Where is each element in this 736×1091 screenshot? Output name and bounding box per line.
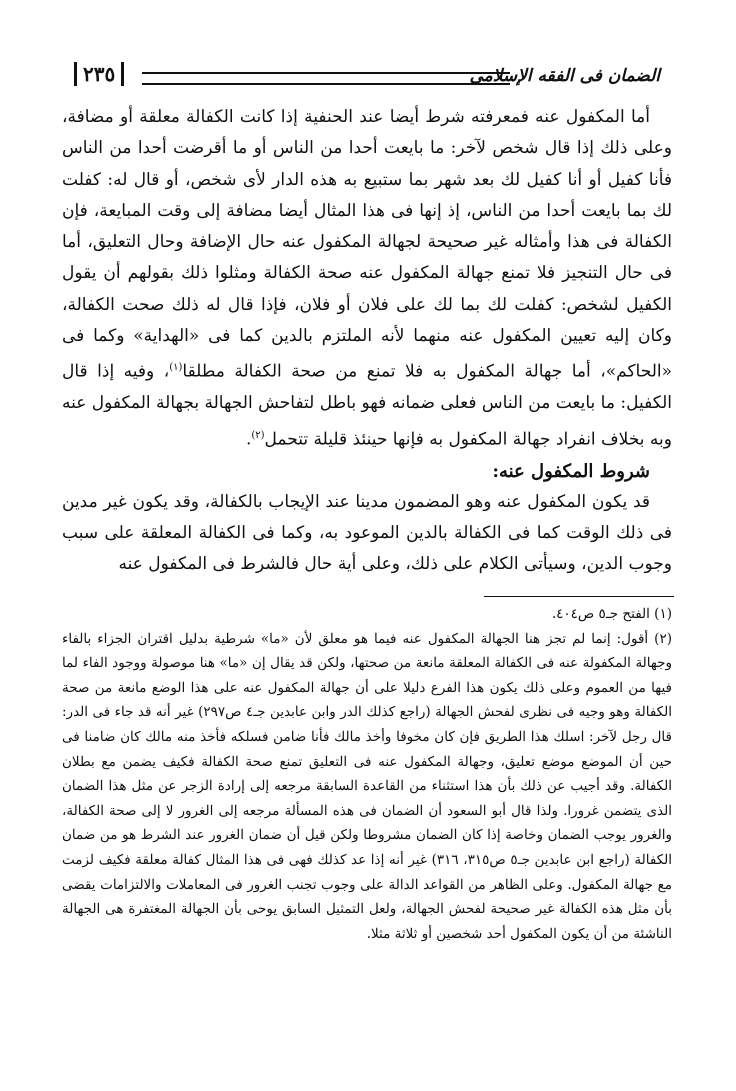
- paragraph-2: قد يكون المكفول عنه وهو المضمون مدينا عند الإيجاب بالكفالة، وقد يكون غير مدين فى ذلك الوقت كما فى الكفالة بالدين الموعود به، وكما فى الكفالة المعلقة على سبب وجوب الدين، وسيأتى الكلام على ذلك، وعلى أية حال فالشرط فى المكفول عنه: [62, 491, 672, 575]
- main-text: [62, 102, 672, 581]
- footnote-ref-1: (١): [169, 362, 183, 374]
- page-header: [60, 60, 660, 100]
- paragraph-1: [62, 102, 672, 456]
- paragraph-1b-text: ، وفيه إذا قال الكفيل: ما بايعت من الناس فعلى ضمانه فهو باطل لتفاحش الجهالة بجهالة المكفول عنه وبه بخلاف انفراد جهالة المكفول به فإنها حينئذ قليلة تتحمل: [62, 362, 672, 450]
- footnote-2: (٢) أقول: إنما لم تجز هنا الجهالة المكفول عنه فيما هو معلق لأن «ما» شرطية بدليل اقتران الجزاء بالفاء وجهالة المكفولة عنه فى الكفالة المعلقة مانعة من صحتها، ولكن قد يقال إن «ما» هنا موصولة ووجود الفاء لما فيها من العموم وعلى ذلك يكون هذا الفرع دليلا على أن جهالة المكفول عنه على هذا الوضع مانعة من صحة الكفالة وهو وجيه فى نظرى لفحش الجهالة (راجع كذلك الدر وابن عابدين جـ٤ ص٢٩٧) غير أنه قد جاء فى الدر: قال رجل لآخر: اسلك هذا الطريق فإن كان مخوفا وأخذ مالك فأنا ضامن فسلكه فأخذ منه مالك كان ضامنا فى حين أن الموضع موضع تعليق، وجهالة المكفول عنه فى التعليق تمنع صحة الكفالة فكيف يضمن مع بطلان الكفالة. وقد أجيب عن ذلك بأن هذا استثناء من القاعدة السابقة مرجعه إلى إرادة الزجر عن مثل هذا الضمان الذى يتضمن غرورا. ولذا قال أبو السعود أن الضمان فى هذه المسألة مرجعه إلى الغرور لا إلى صحة الكفالة، والغرور يوجب الضمان وخاصة إذا كان الضمان مشروطا ولكن قيل أن ضمان الغرور عند الشرط هو من ضمان الكفالة (راجع ابن عابدين جـ٥ ص٣١٥، ٣١٦) غير أنه إذا عد كذلك فهى فى هذا المثال كفالة معلقة فكيف لزمت مع جهالة المكفول. وعلى الظاهر من القواعد الدالة على وجوب تجنب الغرور فى المعاملات والالتزامات يقضى بأن مثل هذه الكفالة غير صحيحة لفحش الجهالة، ولعل التمثيل السابق يوحى بأن الجهالة المغتفرة هى الجهالة الناشئة من أن يكون المكفول أحد شخصين أو ثلاثة مثلا.: [62, 630, 672, 942]
- paragraph-1c-text: .: [245, 429, 252, 450]
- footnote-separator: [484, 596, 674, 597]
- section-heading: شروط المكفول عنه:: [492, 460, 650, 482]
- paragraph-1-text: أما المكفول عنه فمعرفته شرط أيضا عند الحنفية إذا كانت الكفالة معلقة أو مضافة، وعلى ذلك إذا قال شخص لآخر: ما بايعت أحدا من الناس أو ما أقرضت أحدا من الناس فأنا كفيل أو أنا كفيل لك بعد شهر بما ستبيع به هذه الدار لأى شخص، أو قال له: كفلت لك بما بايعت أحدا من الناس، إذ إنها فى هذا المثال أيضا مضافة إلى وقت المبايعة، فإن الكفالة فى هذا وأمثاله غير صحيحة لجهالة المكفول عنه حال الإضافة وحال التعليق، أما فى حال التنجيز فلا تمنع جهالة المكفول عنه صحة الكفالة ومثلوا ذلك بقولهم أن يقول الكفيل لشخص: كفلت لك بما لك على فلان أو فلان، فإذا قال له ذلك صحت الكفالة، وكان إليه تعيين المكفول عنه منهما لأنه الملتزم بالدين كما فى «الهداية» وكما فى «الحاكم»، أما جهالة المكفول به فلا تمنع من صحة الكفالة مطلقا: [62, 107, 672, 383]
- running-title: الضمان فى الفقه الإسلامى: [469, 66, 660, 86]
- header-rule: [142, 72, 510, 85]
- footnote-1: (١) الفتح جـ٥ ص٤٠٤.: [551, 606, 672, 622]
- footnotes: [62, 602, 672, 946]
- footnote-ref-2: (٢): [251, 429, 265, 441]
- page-number: ٢٣٥: [74, 62, 124, 86]
